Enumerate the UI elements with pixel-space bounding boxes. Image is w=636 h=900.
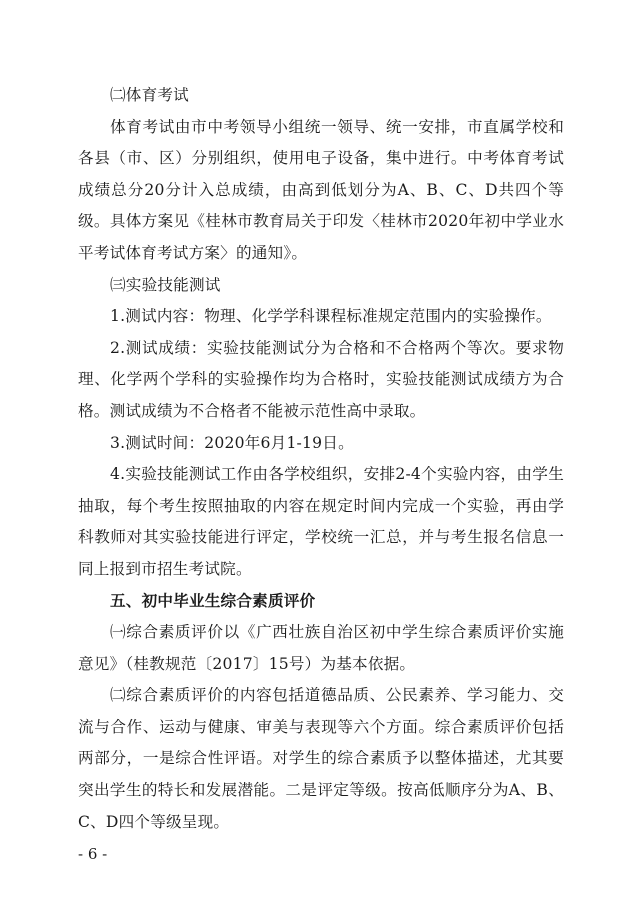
paragraph-test-score: 2.测试成绩：实验技能测试分为合格和不合格两个等次。要求物理、化学两个学科的实验操作均为合格时，实验技能测试成绩方为合格。测试成绩为不合格者不能被示范性高中录取。 (78, 338, 564, 420)
paragraph-test-time: 3.测试时间：2020年6月1-19日。 (110, 433, 354, 452)
section-heading-evaluation: 五、初中毕业生综合素质评价 (110, 591, 316, 610)
subsection-heading-pe-exam: ㈡体育考试 (110, 86, 189, 104)
document-body (78, 80, 564, 838)
paragraph-evaluation-basis: ㈠综合素质评价以《广西壮族自治区初中学生综合素质评价实施意见》（桂教规范〔2017〕15号）为基本依据。 (78, 623, 564, 673)
subsection-heading-lab-skills: ㈢实验技能测试 (110, 275, 221, 294)
paragraph-test-organization: 4.实验技能测试工作由各学校组织，安排2-4个实验内容，由学生抽取，每个考生按照抽取的内容在规定时间内完成一个实验，再由学科教师对其实验技能进行评定，学校统一汇总，并与考生报名信息一同上报到市招生考试院。 (78, 465, 564, 578)
paragraph-pe-exam: 体育考试由市中考领导小组统一领导、统一安排，市直属学校和各县（市、区）分别组织，使用电子设备，集中进行。中考体育考试成绩总分20分计入总成绩，由高到低划分为A、B、C、D共四个等级。具体方案见《桂林市教育局关于印发〈桂林市2020年初中学业水平考试体育考试方案〉的通知》。 (78, 117, 564, 262)
page-number: - 6 - (78, 845, 108, 863)
paragraph-test-content: 1.测试内容：物理、化学学科课程标准规定范围内的实验操作。 (110, 307, 552, 326)
paragraph-evaluation-content: ㈡综合素质评价的内容包括道德品质、公民素养、学习能力、交流与合作、运动与健康、审美与表现等六个方面。综合素质评价包括两部分，一是综合性评语。对学生的综合素质予以整体描述，尤其要突出学生的特长和发展潜能。二是评定等级。按高低顺序分为A、B、C、D四个等级呈现。 (78, 686, 564, 831)
